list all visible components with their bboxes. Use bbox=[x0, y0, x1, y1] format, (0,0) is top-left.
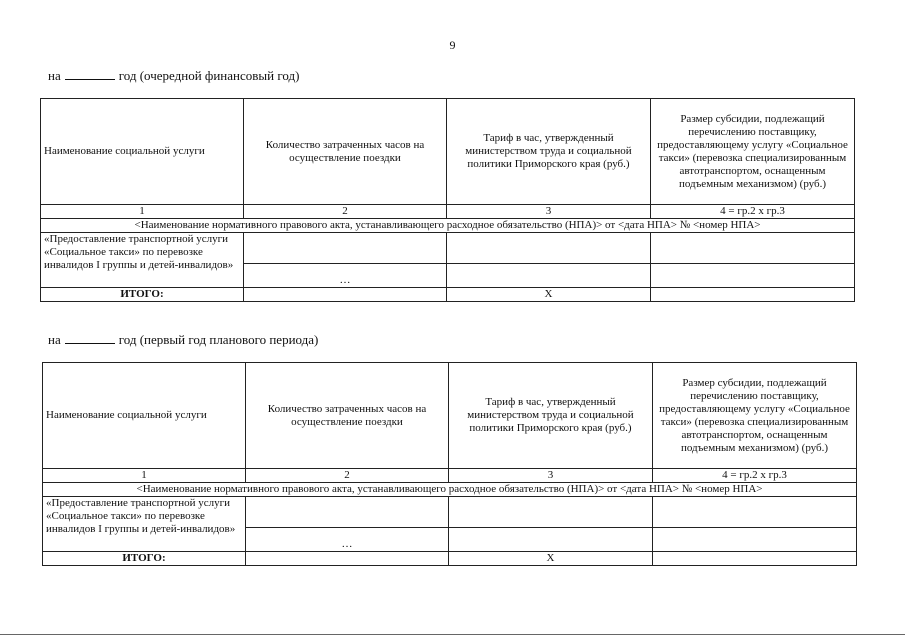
service-name-cell: «Предоставление транспортной услуги «Социальное такси» по перевозке инвалидов I группы и детей-инвалидов» bbox=[43, 497, 246, 552]
column-number-2: 2 bbox=[244, 205, 447, 219]
heading-suffix: год (первый год планового периода) bbox=[118, 332, 319, 347]
subsidy-cell bbox=[653, 528, 857, 552]
ellipsis-cell: … bbox=[246, 528, 449, 552]
page-number: 9 bbox=[449, 38, 456, 52]
npa-row: <Наименование нормативного правового акта, устанавливающего расходное обязательство (НПА)> от <дата НПА> № <номер НПА> bbox=[43, 483, 857, 497]
tariff-cell bbox=[449, 497, 653, 528]
heading-suffix: год (очередной финансовый год) bbox=[118, 68, 300, 83]
subsidy-table-1 bbox=[40, 98, 855, 302]
header-tariff: Тариф в час, утвержденный министерством труда и социальной политики Приморского края (руб.) bbox=[449, 363, 653, 469]
header-tariff: Тариф в час, утвержденный министерством труда и социальной политики Приморского края (руб.) bbox=[447, 99, 651, 205]
year-blank bbox=[65, 333, 115, 344]
header-service-name: Наименование социальной услуги bbox=[43, 363, 246, 469]
ellipsis-cell: … bbox=[244, 264, 447, 288]
total-label: ИТОГО: bbox=[41, 288, 244, 302]
total-subsidy-cell bbox=[651, 288, 855, 302]
subsidy-cell bbox=[651, 233, 855, 264]
header-subsidy: Размер субсидии, подлежащий перечислению поставщику, предоставляющему услугу «Социальное такси» (перевозка специализированным автотранспортом, оснащенным подъемным механизмом) (руб.) bbox=[651, 99, 855, 205]
header-hours: Количество затраченных часов на осуществление поездки bbox=[246, 363, 449, 469]
column-number-1: 1 bbox=[41, 205, 244, 219]
column-number-4: 4 = гр.2 х гр.3 bbox=[651, 205, 855, 219]
subsidy-cell bbox=[651, 264, 855, 288]
total-mark: Х bbox=[447, 288, 651, 302]
year-blank bbox=[65, 69, 115, 80]
column-number-1: 1 bbox=[43, 469, 246, 483]
npa-row: <Наименование нормативного правового акта, устанавливающего расходное обязательство (НПА)> от <дата НПА> № <номер НПА> bbox=[41, 219, 855, 233]
column-number-4: 4 = гр.2 х гр.3 bbox=[653, 469, 857, 483]
subsidy-table-2 bbox=[42, 362, 857, 566]
header-subsidy: Размер субсидии, подлежащий перечислению поставщику, предоставляющему услугу «Социальное такси» (перевозка специализированным автотранспортом, оснащенным подъемным механизмом) (руб.) bbox=[653, 363, 857, 469]
header-hours: Количество затраченных часов на осуществление поездки bbox=[244, 99, 447, 205]
column-number-3: 3 bbox=[447, 205, 651, 219]
tariff-cell bbox=[449, 528, 653, 552]
service-name-cell: «Предоставление транспортной услуги «Социальное такси» по перевозке инвалидов I группы и детей-инвалидов» bbox=[41, 233, 244, 288]
tariff-cell bbox=[447, 264, 651, 288]
column-number-2: 2 bbox=[246, 469, 449, 483]
tariff-cell bbox=[447, 233, 651, 264]
section-heading-2 bbox=[48, 332, 318, 348]
heading-prefix: на bbox=[48, 332, 61, 347]
total-label: ИТОГО: bbox=[43, 552, 246, 566]
heading-prefix: на bbox=[48, 68, 61, 83]
total-subsidy-cell bbox=[653, 552, 857, 566]
subsidy-cell bbox=[653, 497, 857, 528]
hours-cell bbox=[246, 497, 449, 528]
total-hours-cell bbox=[246, 552, 449, 566]
header-service-name: Наименование социальной услуги bbox=[41, 99, 244, 205]
total-mark: Х bbox=[449, 552, 653, 566]
hours-cell bbox=[244, 233, 447, 264]
column-number-3: 3 bbox=[449, 469, 653, 483]
total-hours-cell bbox=[244, 288, 447, 302]
bottom-rule bbox=[0, 634, 905, 635]
section-heading-1 bbox=[48, 68, 299, 84]
